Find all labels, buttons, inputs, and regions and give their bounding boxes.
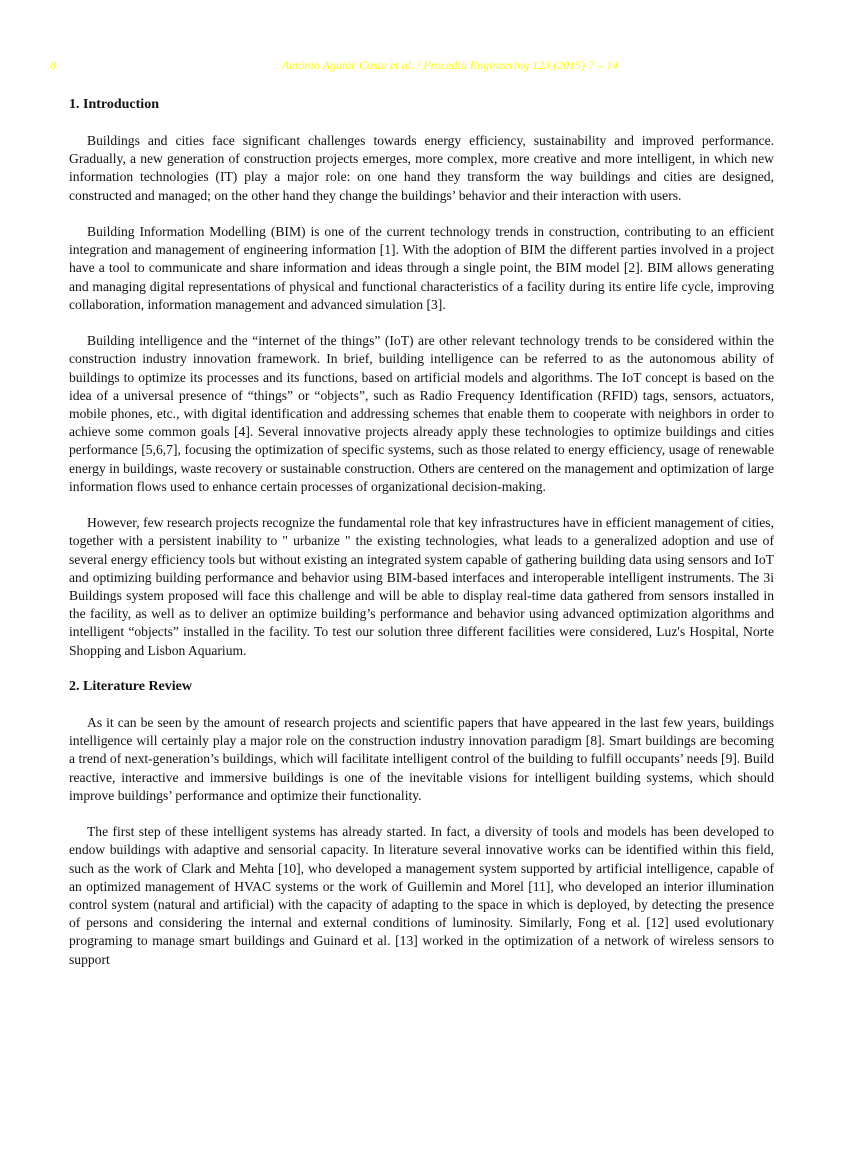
section-heading: 2. Literature Review xyxy=(69,679,192,695)
section-heading: 1. Introduction xyxy=(69,97,159,112)
paragraph: Building Information Modelling (BIM) is one of the current technology trends in construction, contributing to an efficient integration and management of engineering information [1]. With the adoption of BIM the different parties involved in a project have a tool to communicate and share information and ideas through a single point, the BIM model [2]. BIM allows generating and managing digital representations of physical and functional characteristics of a facility during its entire life cycle, improving collaboration, information management and advanced simulation [3]. xyxy=(69,224,774,312)
article-body xyxy=(69,96,774,987)
running-header xyxy=(0,58,846,74)
journal-citation: António Aguiar Costa et al. / Procedia Engineering 123 (2015) 7 – 14 xyxy=(281,58,619,72)
page-number: 8 xyxy=(50,58,56,72)
paragraph: Building intelligence and the “internet of the things” (IoT) are other relevant technology trends to be considered within the construction industry innovation framework. In brief, building intelligence can be referred to as the autonomous ability of buildings to optimize its processes and its functions, based on artificial models and algorithms. The IoT concept is based on the idea of a universal presence of “things” or “objects”, such as Radio Frequency Identification (RFID) tags, sensors, actuators, mobile phones, etc., with digital identification and addressing schemes that enable them to cooperate with neighbors in order to achieve some common goals [4]. Several innovative projects already apply these technologies to optimize buildings and cities performance [5,6,7], focusing the optimization of specific systems, such as those related to energy efficiency, usage of renewable energy in buildings, waste recovery or sustainable construction. Others are centered on the management and optimization of large information flows used to enhance certain processes of organizational decision-making. xyxy=(69,333,775,494)
section-literature-review xyxy=(69,678,774,969)
paragraph: The first step of these intelligent systems has already started. In fact, a diversity of tools and models has been developed to endow buildings with adaptive and sensorial capacity. In literature several innovative works can be identified within this field, such as the work of Clark and Mehta [10], who developed a management system supported by artificial intelligence, capable of an optimized management of HVAC systems or the work of Guillemin and Morel [11], who developed an interior illumination control system (natural and artificial) with the capacity of adapting to the space in which is deployed, by detecting the presence of persons and considering the internal and external conditions of luminosity. Similarly, Fong et al. [12] used evolutionary programing to manage smart buildings and Guinard et al. [13] worked in the optimization of a network of wireless sensors to support xyxy=(69,824,774,967)
paragraph: Buildings and cities face significant challenges towards energy efficiency, sustainability and improved performance. Gradually, a new generation of construction projects emerges, more complex, more creative and more intelligent, in which new information technologies (IT) play a major role: on one hand they transform the way buildings and cities are designed, constructed and managed; on the other hand they change the buildings’ behavior and their interaction with users. xyxy=(69,133,774,203)
paragraph: As it can be seen by the amount of research projects and scientific papers that have appeared in the last few years, buildings intelligence will certainly play a major role on the construction industry innovation paradigm [8]. Smart buildings are becoming a trend of next-generation’s buildings, which will facilitate intelligent control of the building to fulfill occupants’ needs [9]. Build reactive, interactive and immersive buildings is one of the inevitable visions for intelligent building systems, which should improve buildings’ performance and optimize their functionality. xyxy=(69,715,774,803)
paragraph: However, few research projects recognize the fundamental role that key infrastructures have in efficient management of cities, together with a persistent inability to " urbanize " the existing technologies, what leads to a generalized adoption and use of several energy efficiency tools but without existing an integrated system capable of gathering building data using sensors and IoT and optimizing building performance and behavior using BIM-based interfaces and interoperable intelligent instruments. The 3i Buildings system proposed will face this challenge and will be able to display real-time data gathered from sensors installed in the facility, as well as to deliver an optimize building’s performance and behavior using advanced optimization algorithms and intelligent “objects” installed in the facility. To test our solution three different facilities were considered, Luz's Hospital, Norte Shopping and Lisbon Aquarium. xyxy=(69,515,774,658)
section-introduction xyxy=(69,96,774,660)
